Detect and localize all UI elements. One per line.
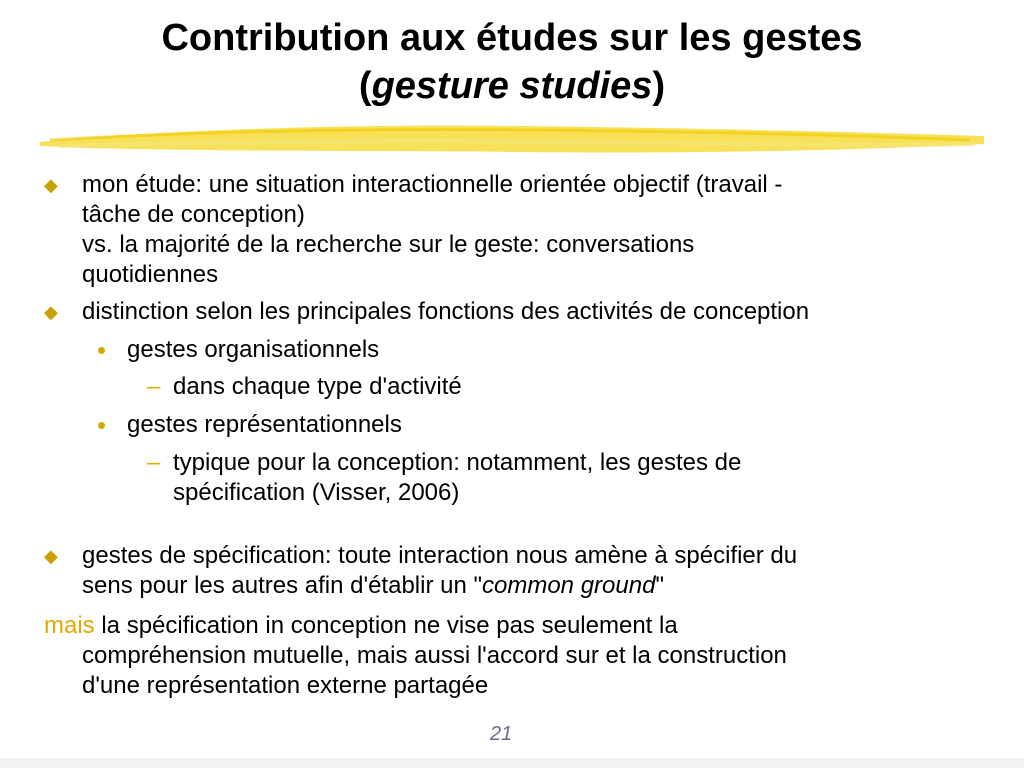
dash-bullet-icon: – [147, 373, 161, 400]
bullet-3-line-1: gestes de spécification: toute interaction nous amène à spécifier du [82, 542, 798, 569]
diamond-bullet-icon: ◆ [44, 175, 58, 195]
bullet-3-line-2 [82, 571, 664, 601]
bullet-1-line-1: mon étude: une situation interactionnelle orientée objectif (travail - [82, 171, 783, 198]
page-number: 21 [490, 723, 513, 745]
bullet-1-line-4: quotidiennes [82, 261, 219, 288]
sub-sub-bullet-typique-line-1: typique pour la conception: notamment, les gestes de [173, 449, 742, 476]
title-line-2-italic: gesture studies [371, 65, 653, 107]
bullet-1-line-3: vs. la majorité de la recherche sur le geste: conversations [82, 231, 695, 258]
mais-line-1 [44, 611, 678, 641]
sub-bullet-organisationnels: gestes organisationnels [127, 336, 380, 363]
sub-bullet-representationnels: gestes représentationnels [127, 411, 402, 438]
bullet-3-line-2-post: " [655, 572, 664, 599]
diamond-bullet-icon: ◆ [44, 302, 58, 322]
sub-sub-bullet-activite: dans chaque type d'activité [173, 373, 462, 400]
title-line-2-open: ( [358, 65, 372, 107]
bullet-3-common-ground: common ground [482, 572, 656, 599]
bullet-3-line-2-pre: sens pour les autres afin d'établir un " [82, 572, 482, 599]
bullet-2-line-1: distinction selon les principales fonctions des activités de conception [82, 298, 810, 325]
bottom-border [0, 758, 1024, 768]
dash-bullet-icon: – [147, 449, 161, 476]
title-line-2-close: ) [652, 65, 666, 107]
mais-line-1-text: la spécification in conception ne vise pas seulement la [94, 612, 678, 639]
mais-line-2: compréhension mutuelle, mais aussi l'accord sur et la construction [82, 642, 787, 669]
dot-bullet-icon: • [97, 410, 107, 440]
mais-keyword: mais [44, 612, 95, 639]
diamond-bullet-icon: ◆ [44, 546, 58, 566]
dot-bullet-icon: • [97, 335, 107, 365]
mais-line-3: d'une représentation externe partagée [82, 672, 489, 699]
title-line-1: Contribution aux études sur les gestes [161, 17, 863, 59]
sub-sub-bullet-typique-line-2: spécification (Visser, 2006) [173, 479, 460, 506]
bullet-1-line-2: tâche de conception) [82, 201, 305, 228]
